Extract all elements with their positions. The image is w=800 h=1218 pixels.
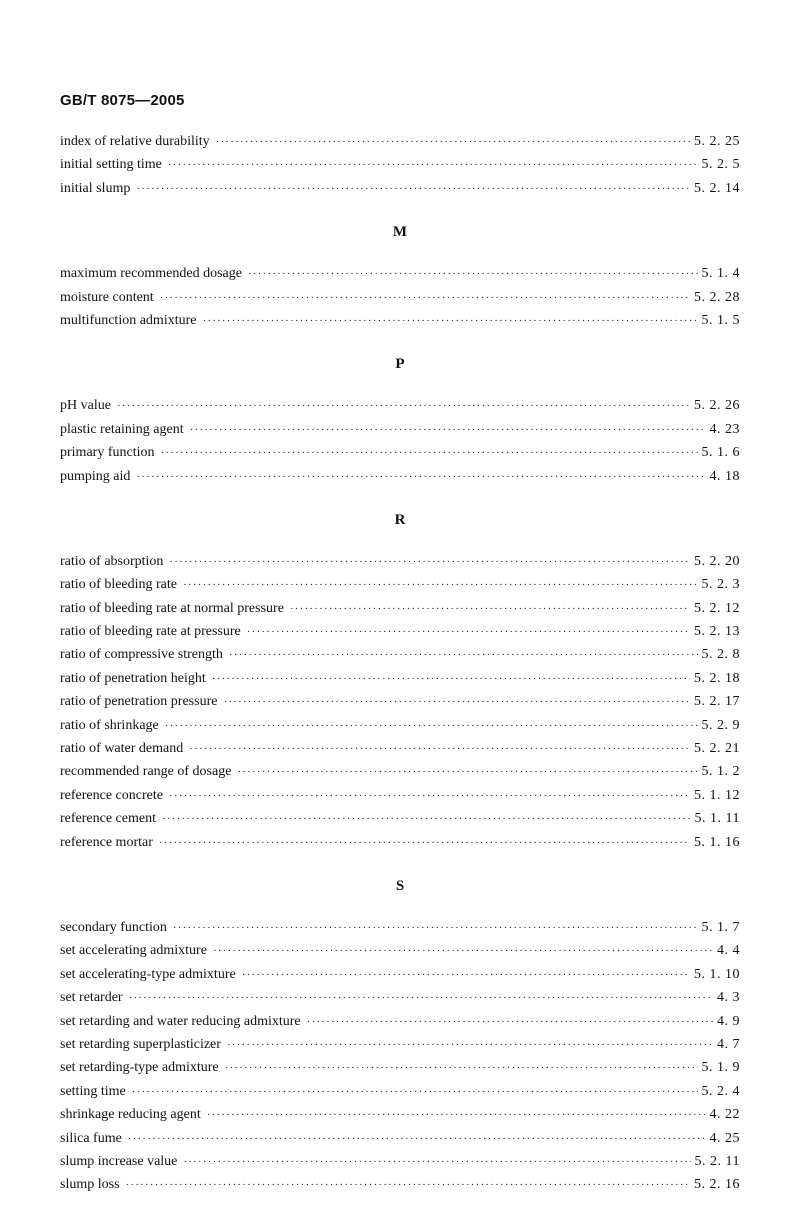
index-term: recommended range of dosage (60, 764, 232, 780)
clause-reference: 5. 1. 11 (694, 811, 740, 827)
clause-reference: 5. 2. 12 (694, 600, 740, 616)
dot-leader (242, 964, 690, 987)
dot-leader (169, 551, 690, 574)
index-entry (60, 130, 740, 153)
index-entry (60, 465, 740, 488)
clause-reference: 4. 9 (717, 1013, 740, 1029)
index-term: slump loss (60, 1177, 120, 1193)
index-entry (60, 831, 740, 854)
dot-leader (225, 1057, 698, 1080)
index-term: index of relative durability (60, 134, 210, 149)
index-entry (60, 1150, 740, 1173)
index-term: ratio of compressive strength (60, 647, 223, 663)
section-spacer (60, 488, 740, 508)
clause-reference: 4. 25 (709, 1130, 740, 1146)
clause-reference: 4. 23 (709, 421, 740, 437)
clause-reference: 5. 2. 25 (694, 134, 740, 149)
index-term: shrinkage reducing agent (60, 1107, 201, 1123)
index-entry (60, 286, 740, 309)
dot-leader (136, 466, 705, 489)
dot-leader (160, 442, 697, 465)
clause-reference: 5. 1. 2 (701, 764, 740, 780)
dot-leader (136, 178, 690, 201)
index-term: secondary function (60, 919, 167, 935)
index-term: multifunction admixture (60, 312, 197, 328)
clause-reference: 5. 1. 12 (694, 787, 740, 803)
clause-reference: 5. 2. 18 (694, 670, 740, 686)
index-entry (60, 177, 740, 200)
clause-reference: 5. 1. 6 (701, 445, 740, 461)
dot-leader (290, 598, 690, 621)
clause-reference: 5. 2. 20 (694, 553, 740, 569)
section-spacer (60, 898, 740, 916)
dot-leader (307, 1011, 713, 1034)
section-spacer (60, 532, 740, 550)
clause-reference: 5. 2. 5 (701, 157, 740, 173)
clause-reference: 5. 2. 13 (694, 624, 740, 640)
index-entry (60, 714, 740, 737)
index-entry (60, 1173, 740, 1196)
clause-reference: 4. 7 (717, 1036, 740, 1052)
index-term: silica fume (60, 1130, 122, 1146)
index-entry (60, 1103, 740, 1126)
index-term: setting time (60, 1083, 126, 1099)
index-term: primary function (60, 445, 155, 461)
index-term: reference concrete (60, 787, 163, 803)
index-entry (60, 643, 740, 666)
index-term: ratio of water demand (60, 741, 184, 757)
index-section (60, 488, 740, 854)
index-term: ratio of bleeding rate (60, 577, 178, 593)
dot-leader (212, 668, 690, 691)
index-term: slump increase value (60, 1153, 178, 1169)
dot-leader (202, 310, 697, 333)
clause-reference: 5. 1. 4 (701, 266, 740, 282)
dot-leader (223, 691, 690, 714)
index-term: reference cement (60, 811, 156, 827)
index-entry (60, 737, 740, 760)
clause-reference: 5. 2. 16 (694, 1177, 740, 1193)
clause-reference: 5. 1. 9 (701, 1060, 740, 1076)
index-entry-list (60, 916, 740, 1197)
index-entry (60, 690, 740, 713)
dot-leader (160, 287, 690, 310)
index-term: ratio of bleeding rate at pressure (60, 624, 241, 640)
index-entry (60, 573, 740, 596)
clause-reference: 5. 2. 3 (701, 577, 740, 593)
section-spacer (60, 200, 740, 220)
index-entry (60, 550, 740, 573)
dot-leader (132, 1081, 698, 1104)
index-term: maximum recommended dosage (60, 266, 242, 282)
index-term: ratio of absorption (60, 553, 164, 569)
section-letter-heading: M (392, 224, 408, 241)
index-term: ratio of penetration pressure (60, 694, 218, 710)
clause-reference: 5. 2. 17 (694, 694, 740, 710)
section-spacer (60, 244, 740, 262)
index-entry (60, 807, 740, 830)
index-term: set retarding-type admixture (60, 1060, 219, 1076)
index-term: pumping aid (60, 468, 131, 484)
index-term: moisture content (60, 289, 154, 305)
index-entry (60, 963, 740, 986)
section-spacer (60, 376, 740, 394)
index-section (60, 130, 740, 200)
index-term: pH value (60, 398, 111, 414)
clause-reference: 5. 2. 4 (701, 1083, 740, 1099)
index-section (60, 200, 740, 332)
clause-reference: 4. 4 (717, 943, 740, 959)
index-body (60, 130, 740, 1197)
dot-leader (237, 761, 697, 784)
dot-leader (247, 621, 690, 644)
index-term: set retarder (60, 990, 123, 1006)
dot-leader (190, 419, 706, 442)
dot-leader (117, 395, 690, 418)
section-spacer (60, 332, 740, 352)
section-letter-heading: P (395, 356, 405, 373)
section-letter-heading: R (394, 511, 406, 528)
dot-leader (207, 1104, 706, 1127)
dot-leader (169, 785, 690, 808)
dot-leader (165, 715, 698, 738)
clause-reference: 5. 2. 14 (694, 180, 740, 196)
index-term: ratio of bleeding rate at normal pressure (60, 600, 284, 616)
index-term: set retarding and water reducing admixture (60, 1013, 301, 1029)
dot-leader (162, 808, 691, 831)
dot-leader (126, 1174, 690, 1197)
index-entry (60, 620, 740, 643)
clause-reference: 5. 1. 5 (701, 312, 740, 328)
dot-leader (168, 154, 698, 177)
index-entry (60, 1033, 740, 1056)
index-entry (60, 394, 740, 417)
clause-reference: 4. 22 (709, 1107, 740, 1123)
clause-reference: 5. 2. 9 (701, 717, 740, 733)
index-entry (60, 916, 740, 939)
dot-leader (128, 1128, 706, 1151)
index-term: set accelerating admixture (60, 943, 207, 959)
index-entry (60, 309, 740, 332)
index-entry (60, 939, 740, 962)
dot-leader (173, 917, 698, 940)
index-entry (60, 262, 740, 285)
clause-reference: 5. 1. 16 (694, 834, 740, 850)
index-entry-list (60, 550, 740, 854)
index-entry (60, 441, 740, 464)
index-entry (60, 418, 740, 441)
index-entry (60, 153, 740, 176)
index-term: reference mortar (60, 834, 153, 850)
index-term: initial setting time (60, 157, 162, 173)
clause-reference: 5. 1. 7 (701, 919, 740, 935)
section-letter-heading: S (395, 877, 405, 894)
index-entry (60, 1010, 740, 1033)
index-entry (60, 784, 740, 807)
clause-reference: 4. 18 (709, 468, 740, 484)
index-term: plastic retaining agent (60, 421, 184, 437)
dot-leader (183, 574, 697, 597)
index-entry (60, 1127, 740, 1150)
dot-leader (129, 987, 713, 1010)
page-header-doc-code: GB/T 8075—2005 (60, 92, 185, 109)
index-entry (60, 1080, 740, 1103)
dot-leader (213, 940, 713, 963)
index-entry-list (60, 262, 740, 332)
index-section (60, 332, 740, 488)
dot-leader (227, 1034, 713, 1057)
dot-leader (159, 832, 690, 855)
index-entry (60, 667, 740, 690)
index-entry (60, 597, 740, 620)
index-entry (60, 986, 740, 1009)
clause-reference: 5. 1. 10 (694, 966, 740, 982)
index-entry-list (60, 394, 740, 488)
clause-reference: 4. 3 (717, 990, 740, 1006)
dot-leader (183, 1151, 690, 1174)
clause-reference: 5. 2. 11 (694, 1153, 740, 1169)
section-spacer (60, 854, 740, 874)
index-term: initial slump (60, 180, 131, 196)
dot-leader (189, 738, 690, 761)
index-term: set retarding superplasticizer (60, 1036, 221, 1052)
dot-leader (229, 644, 698, 667)
dot-leader (248, 263, 698, 286)
index-entry (60, 760, 740, 783)
index-entry-list (60, 130, 740, 200)
clause-reference: 5. 2. 21 (694, 741, 740, 757)
clause-reference: 5. 2. 8 (701, 647, 740, 663)
index-entry (60, 1056, 740, 1079)
clause-reference: 5. 2. 28 (694, 289, 740, 305)
clause-reference: 5. 2. 26 (694, 398, 740, 414)
index-section (60, 854, 740, 1197)
dot-leader (216, 131, 690, 154)
index-term: set accelerating-type admixture (60, 966, 236, 982)
index-term: ratio of penetration height (60, 670, 206, 686)
index-term: ratio of shrinkage (60, 717, 159, 733)
